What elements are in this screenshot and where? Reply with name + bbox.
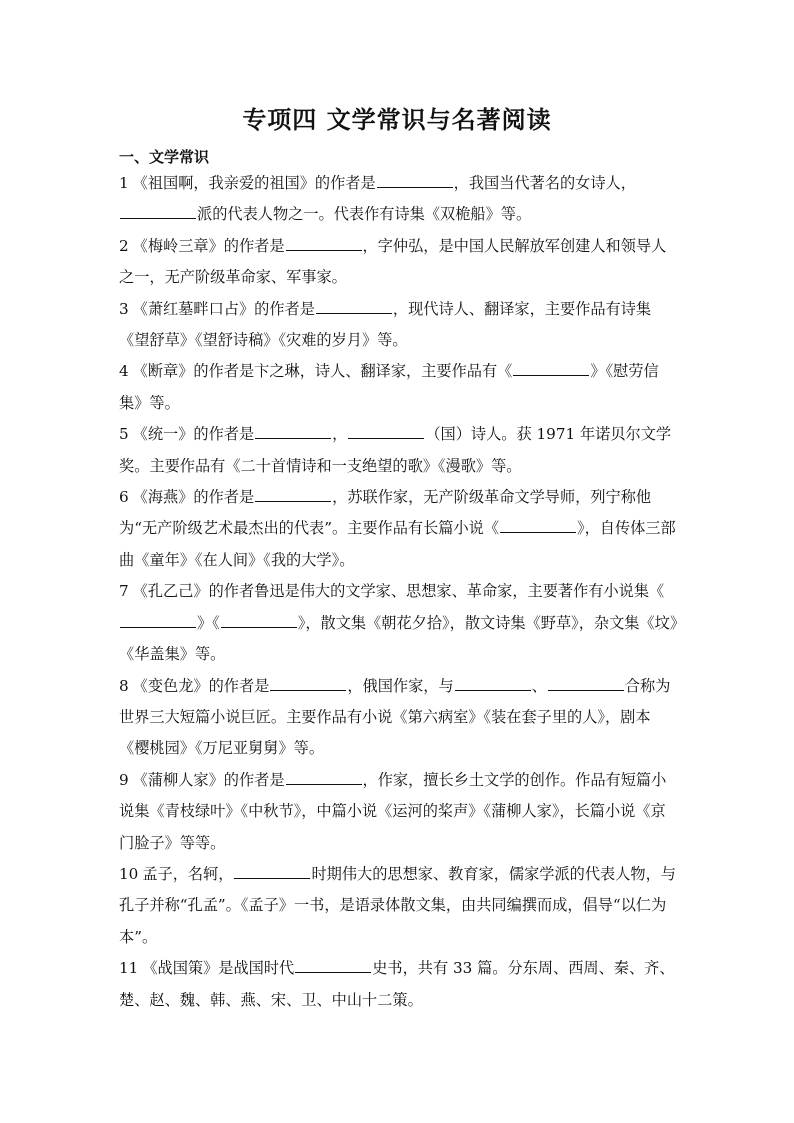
question-text: ，俄国作家，与 (347, 676, 454, 695)
question-text: 时期伟大的思想家、教育家，儒家学派的代表人物，与孔子并称“孔孟”。《孟子》一书，是语录体散文集，由共同编撰而成，倡导“以仁为本”。 (119, 864, 676, 946)
answer-blank[interactable] (221, 613, 297, 628)
question-text: ，我国当代著名的女诗人， (453, 174, 636, 192)
answer-blank[interactable] (316, 299, 392, 314)
answer-blank[interactable] (513, 361, 589, 376)
answer-blank[interactable] (270, 676, 346, 691)
question-item (119, 576, 679, 670)
question-item (119, 671, 679, 765)
answer-blank[interactable] (120, 613, 196, 628)
question-number: 6 (119, 488, 129, 507)
question-item (119, 419, 679, 482)
question-text: 《变色龙》的作者是 (132, 676, 270, 695)
question-text: ， (332, 425, 348, 444)
question-item (119, 231, 679, 294)
question-text: 《梅岭三章》的作者是 (132, 236, 285, 255)
question-text: 史书，共有 33 篇。分东周、西周、秦、齐、楚、赵、魏、韩、燕、宋、卫、中山十二策。 (119, 959, 675, 1009)
question-text: 《蒲柳人家》的作者是 (132, 770, 285, 789)
question-item (119, 168, 679, 231)
question-text: 孟子，名轲， (142, 864, 234, 883)
answer-blank[interactable] (348, 424, 424, 439)
question-text: 》，散文集《朝花夕拾》，散文诗集《野草》，杂文集《坟》《华盖集》等。 (119, 613, 678, 664)
question-number: 5 (119, 425, 129, 444)
answer-blank[interactable] (234, 864, 310, 879)
answer-blank[interactable] (295, 958, 371, 973)
question-text: 《祖国啊，我亲爱的祖国》的作者是 (132, 174, 376, 192)
question-number: 3 (119, 299, 129, 318)
question-text: 《断章》的作者是卞之琳，诗人、翻译家，主要作品有《 (132, 362, 513, 381)
question-text: 《孔乙己》的作者鲁迅是伟大的文学家、思想家、革命家，主要著作有小说集《 (132, 582, 665, 601)
question-text: 、 (531, 676, 547, 695)
question-number: 4 (119, 362, 129, 381)
answer-blank[interactable] (286, 236, 362, 251)
question-item (119, 294, 679, 357)
question-number: 8 (119, 676, 129, 695)
question-text: 派的代表人物之一。代表作有诗集《双桅船》等。 (197, 205, 532, 224)
question-text: ，字仲弘，是中国人民解放军创建人和领导人之一，无产阶级革命家、军事家。 (119, 236, 667, 287)
question-number: 2 (119, 236, 129, 255)
question-number: 11 (119, 959, 139, 978)
question-text: ，苏联作家，无产阶级革命文学导师，列宁称他为“无产阶级艺术最杰出的代表”。主要作品有长篇小说《 (119, 488, 652, 538)
question-number: 7 (119, 582, 129, 601)
question-number: 1 (119, 174, 129, 192)
answer-blank[interactable] (455, 676, 531, 691)
answer-blank[interactable] (548, 676, 624, 691)
question-item (119, 859, 679, 953)
answer-blank[interactable] (286, 770, 362, 785)
question-text: （国）诗人。获 1971 年诺贝尔文学奖。主要作品有《二十首情诗和一支绝望的歌》《漫歌》等。 (119, 425, 672, 475)
answer-blank[interactable] (377, 173, 453, 188)
question-text: 《战国策》是战国时代 (142, 959, 295, 978)
page-title: 专项四 文学常识与名著阅读 (242, 106, 552, 134)
question-text: 《统一》的作者是 (132, 425, 255, 444)
question-list (119, 168, 679, 1016)
answer-blank[interactable] (255, 487, 331, 502)
question-item (119, 356, 679, 419)
answer-blank[interactable] (255, 424, 331, 439)
question-text: 》，自传体三部曲《童年》《在人间》《我的大学》。 (119, 519, 676, 569)
question-text: 合称为世界三大短篇小说巨匠。主要作品有小说《第六病室》《装在套子里的人》，剧本《樱桃园》《万尼亚舅舅》等。 (119, 676, 671, 758)
question-text: 《萧红墓畔口占》的作者是 (132, 299, 315, 318)
question-text: 》《 (197, 613, 220, 632)
question-text: 》《慰劳信集》等。 (119, 362, 659, 412)
answer-blank[interactable] (120, 204, 196, 219)
answer-blank[interactable] (500, 518, 576, 533)
question-text: ，现代诗人、翻译家，主要作品有诗集《望舒草》《望舒诗稿》《灾难的岁月》等。 (119, 299, 652, 350)
question-text: ，作家，擅长乡土文学的创作。作品有短篇小说集《青枝绿叶》《中秋节》，中篇小说《运河的桨声》《蒲柳人家》，长篇小说《京门脸子》等等。 (119, 770, 667, 852)
question-number: 9 (119, 770, 129, 789)
question-text: 《海燕》的作者是 (132, 488, 255, 507)
section-heading: 一、文学常识 (119, 148, 210, 166)
question-item (119, 953, 679, 1016)
question-item (119, 765, 679, 859)
question-number: 10 (119, 864, 139, 883)
question-item (119, 482, 679, 576)
